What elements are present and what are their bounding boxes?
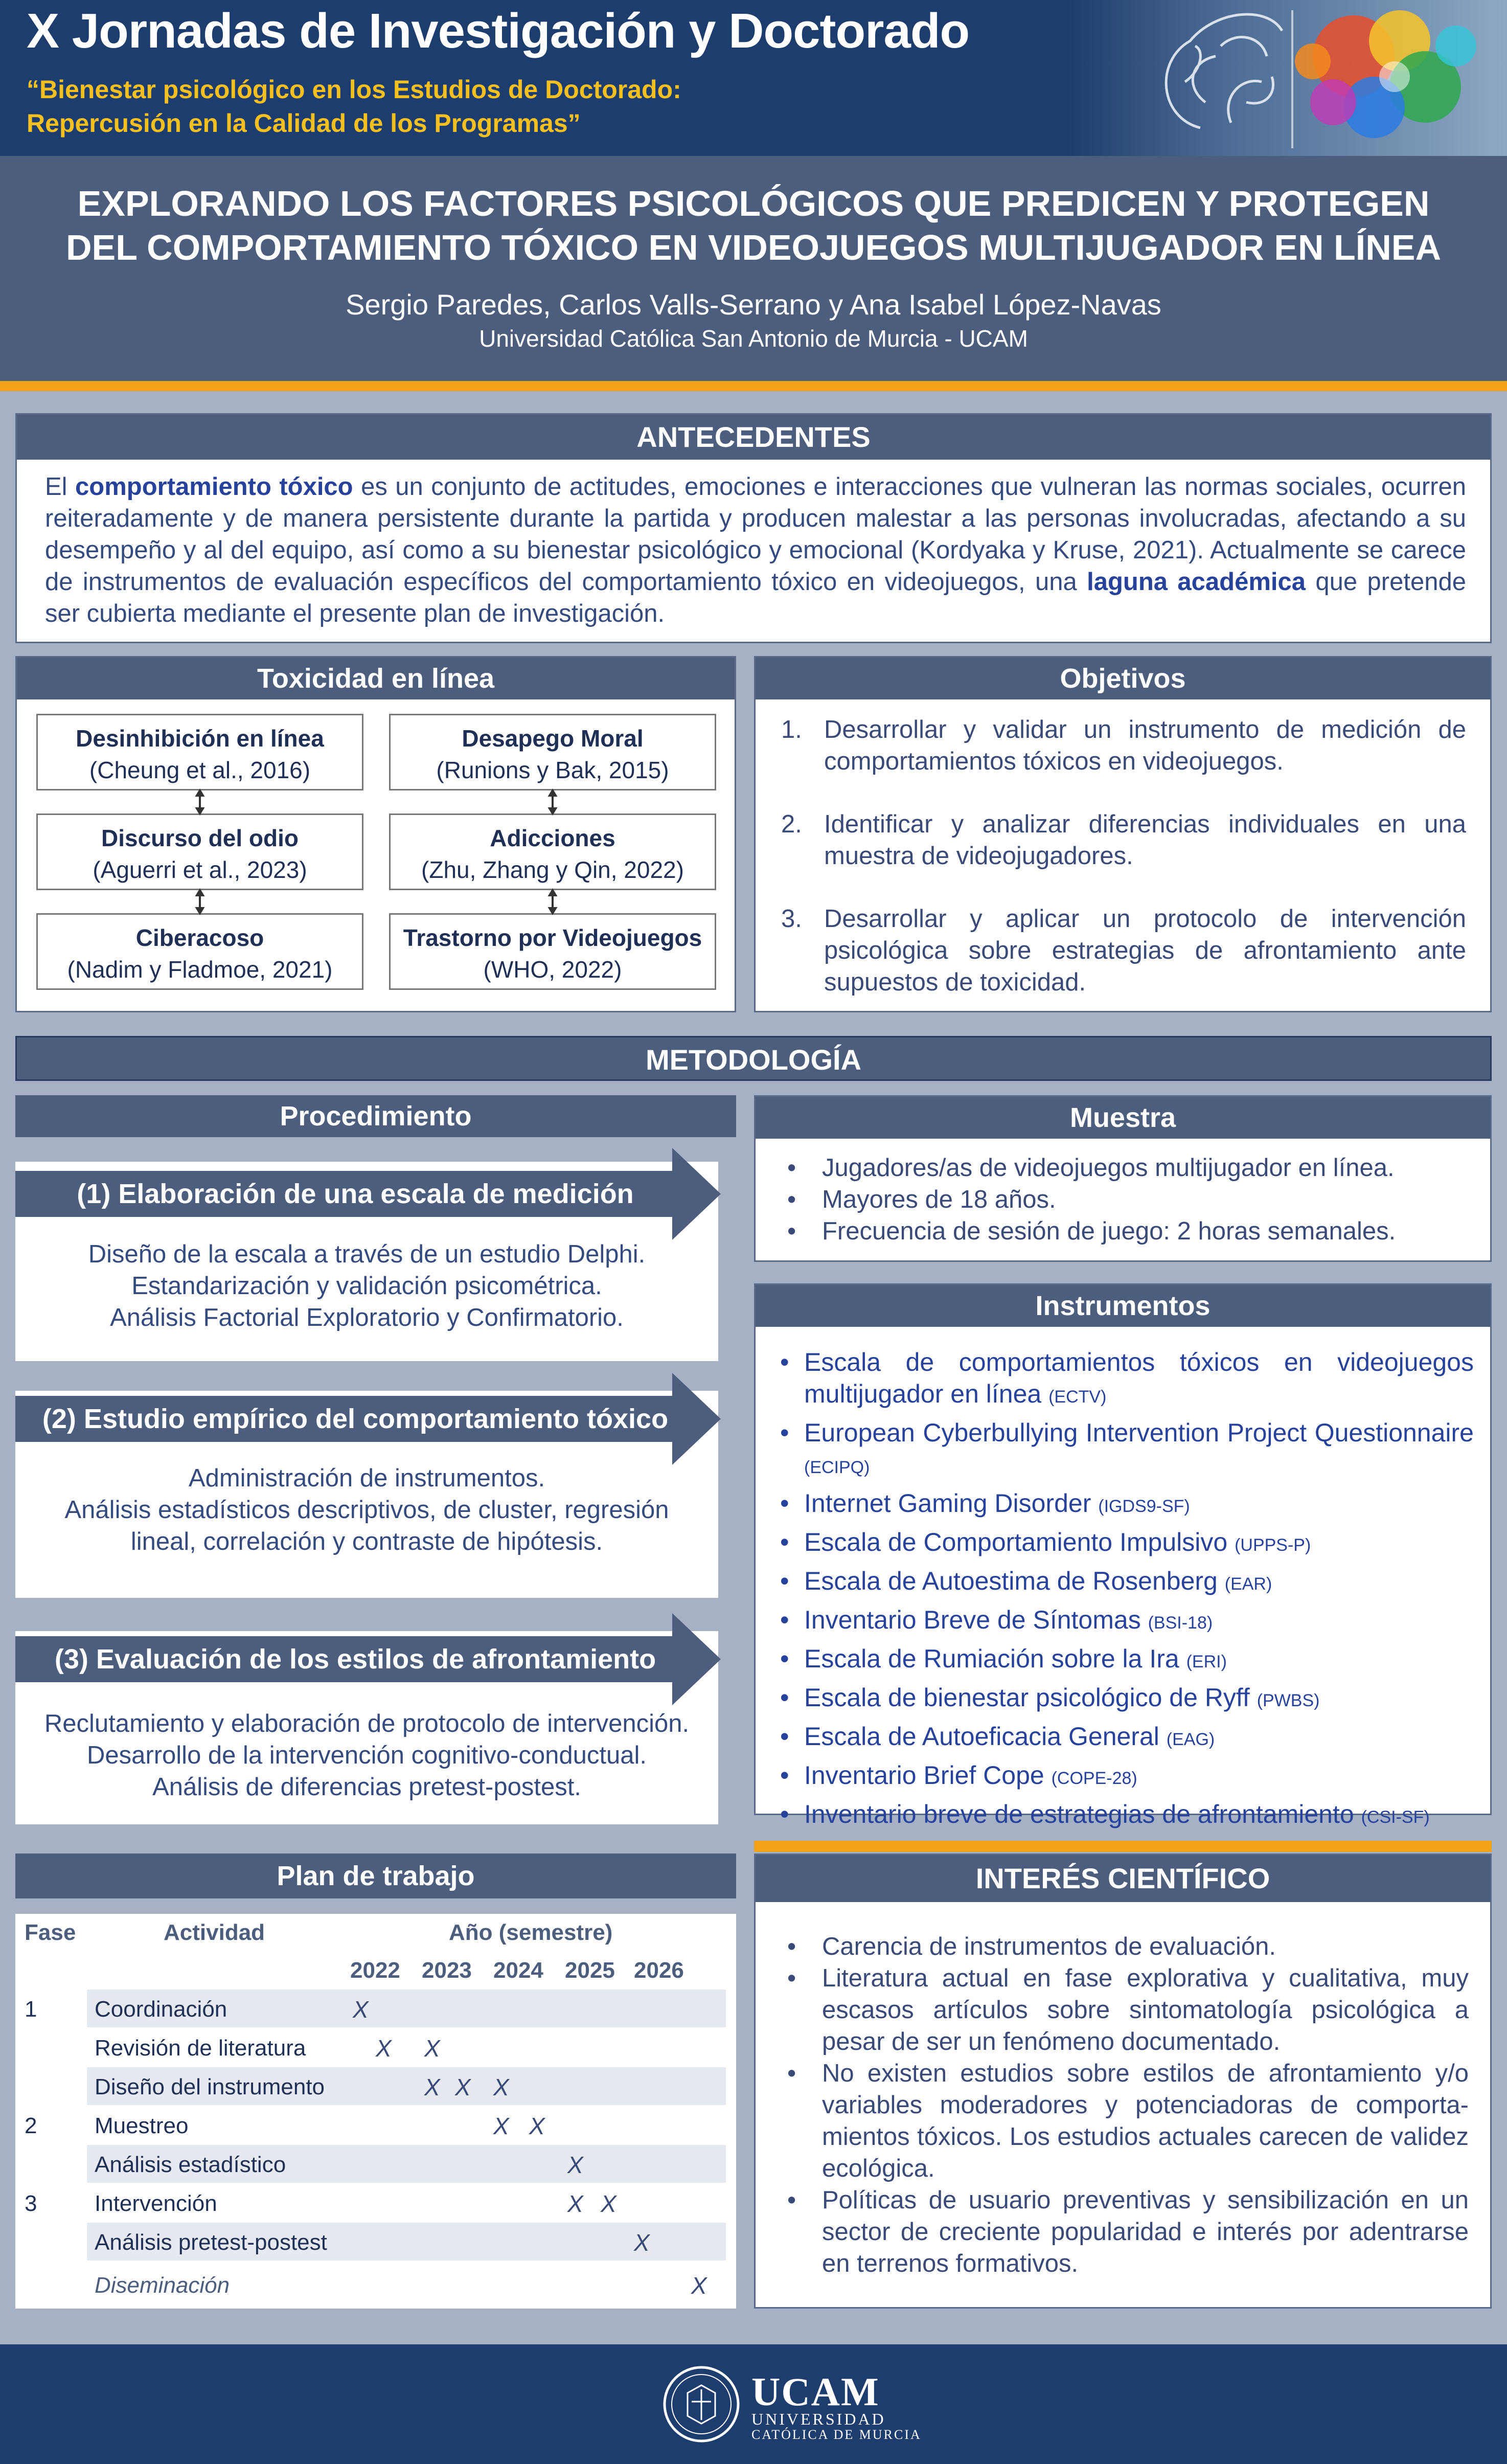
logo-name: UCAM bbox=[751, 2369, 880, 2414]
list-item: • Escala de Comportamiento Impulsivo (UPPS-P) bbox=[780, 1528, 1311, 1556]
toxicidad-card-cite: (WHO, 2022) bbox=[483, 956, 622, 983]
toxicidad-heading: Toxicidad en línea bbox=[17, 658, 735, 699]
accent-stripe bbox=[754, 1841, 1492, 1852]
toxicidad-card-title: Desinhibición en línea bbox=[76, 725, 324, 752]
list-item: • Literatura actual en fase explorativa y cualitativa, muy escasos artículos sobre sintomatología psicológica a pesar de ser un fenómeno documentado. bbox=[787, 1964, 1469, 2055]
step-title: (3) Evaluación de los estilos de afrontamiento bbox=[54, 1644, 656, 1675]
schedule-mark: X bbox=[493, 2113, 509, 2139]
toxicidad-section bbox=[15, 656, 736, 1012]
schedule-mark: X bbox=[455, 2074, 471, 2100]
row-actividad: Diseño del instrumento bbox=[95, 2074, 325, 2099]
year-header: 2026 bbox=[634, 1958, 684, 1983]
step-line: Desarrollo de la intervención cognitivo-conductual. bbox=[87, 1742, 647, 1769]
step-line: Reclutamiento y elaboración de protocolo de intervención. bbox=[44, 1710, 690, 1737]
plan-table bbox=[15, 1914, 736, 2309]
row-actividad: Análisis estadístico bbox=[95, 2152, 286, 2177]
connector-arrows bbox=[17, 658, 735, 1014]
antecedentes-text-start: El bbox=[45, 473, 76, 501]
antecedentes-text-end: que pretende ser cubierta mediante el presente plan de investigación. bbox=[45, 568, 1466, 627]
step-line: Estandarización y validación psicométrica. bbox=[131, 1272, 602, 1300]
toxicidad-card-title: Adicciones bbox=[490, 825, 615, 851]
antecedentes-section bbox=[15, 413, 1492, 643]
plan-heading: Plan de trabajo bbox=[15, 1853, 736, 1898]
row-actividad: Intervención bbox=[95, 2191, 217, 2216]
row-actividad: Diseminación bbox=[95, 2273, 230, 2298]
col-header-fase: Fase bbox=[25, 1920, 76, 1945]
brain-illustration bbox=[1067, 0, 1507, 156]
antecedentes-text-body: es un conjunto de actitudes, emociones e interacciones que vulneran las normas sociales, ocurren reiteradamente y de manera persistente durante la partida y producen malestar a las personas involucradas, afectando a su desempeño y al del equipo, así como a su bienestar psicológico y emocional (Kordyaka y Kruse, 2021). Actualmente se carece de instrumentos de evaluación específicos del comportamiento tóxico en videojuegos, una bbox=[45, 473, 1466, 596]
procedimiento-heading: Procedimiento bbox=[15, 1095, 736, 1137]
list-item: • Inventario Breve de Síntomas (BSI-18) bbox=[780, 1606, 1213, 1634]
metodologia-heading: METODOLOGÍA bbox=[15, 1036, 1492, 1081]
step-description bbox=[15, 1462, 718, 1557]
instrumentos-heading: Instrumentos bbox=[756, 1285, 1490, 1327]
list-item: • Escala de Autoestima de Rosenberg (EAR) bbox=[780, 1567, 1272, 1595]
poster-title-line1: EXPLORANDO LOS FACTORES PSICOLÓGICOS QUE PREDICEN Y PROTEGEN bbox=[77, 184, 1430, 223]
objetivo-number: 3. bbox=[781, 905, 802, 933]
col-header-actividad: Actividad bbox=[164, 1920, 265, 1945]
muestra-heading: Muestra bbox=[756, 1097, 1490, 1139]
list-item: • No existen estudios sobre estilos de afrontamiento y/o variables moderadores y potenciadoras de comporta- mientos tóxicos. Los estudios actuales carecen de validez ecológica. bbox=[787, 2060, 1469, 2182]
antecedentes-highlight-gap: laguna académica bbox=[1087, 568, 1306, 596]
toxicidad-card-title: Discurso del odio bbox=[101, 825, 299, 851]
objetivo-item bbox=[781, 808, 1466, 872]
list-item: • Escala de Rumiación sobre la Ira (ERI) bbox=[780, 1644, 1227, 1673]
step-description bbox=[15, 1708, 718, 1803]
schedule-mark: X bbox=[567, 2152, 583, 2178]
row-fase: 3 bbox=[25, 2191, 37, 2216]
event-header bbox=[0, 0, 1507, 156]
step-line: Diseño de la escala a través de un estudio Delphi. bbox=[88, 1240, 646, 1268]
title-band bbox=[0, 156, 1507, 381]
list-item: • Escala de comportamientos tóxicos en videojuegos multijugador en línea (ECTV) bbox=[780, 1348, 1474, 1408]
antecedentes-paragraph bbox=[45, 471, 1466, 629]
objetivo-number: 1. bbox=[781, 716, 802, 743]
muestra-list bbox=[781, 1152, 1471, 1247]
step-line: lineal, correlación y contraste de hipótesis. bbox=[130, 1528, 603, 1555]
step-line: Análisis Factorial Exploratorio y Confirmatorio. bbox=[110, 1304, 624, 1331]
objetivos-section bbox=[754, 656, 1492, 1012]
toxicidad-card-cite: (Cheung et al., 2016) bbox=[89, 757, 311, 783]
list-item: • Inventario Brief Cope (COPE-28) bbox=[780, 1761, 1137, 1790]
objetivo-item bbox=[781, 903, 1466, 998]
row-fase: 1 bbox=[25, 1997, 37, 2022]
schedule-mark: X bbox=[567, 2190, 583, 2217]
step-title: (1) Elaboración de una escala de medición bbox=[77, 1179, 634, 1209]
plan-section bbox=[15, 1853, 736, 2309]
logo-subtitle: UNIVERSIDAD bbox=[751, 2410, 886, 2428]
university-seal-icon bbox=[662, 2365, 741, 2444]
toxicidad-card-cite: (Nadim y Fladmoe, 2021) bbox=[67, 956, 333, 983]
instrumentos-list bbox=[776, 1346, 1474, 1837]
year-header: 2022 bbox=[350, 1958, 400, 1983]
list-item: • Escala de Autoeficacia General (EAG) bbox=[780, 1722, 1215, 1751]
list-item: • European Cyberbullying Intervention Project Questionnaire (ECIPQ) bbox=[780, 1418, 1474, 1477]
schedule-mark: X bbox=[601, 2190, 616, 2217]
event-subtitle-line2: Repercusión en la Calidad de los Programas” bbox=[27, 109, 581, 138]
objetivo-text: Desarrollar y aplicar un protocolo de intervención psicológica sobre estrategias de afrontamiento ante supuestos de toxicidad. bbox=[824, 905, 1466, 996]
objetivos-heading: Objetivos bbox=[756, 658, 1490, 699]
list-item: • Internet Gaming Disorder (IGDS9-SF) bbox=[780, 1489, 1190, 1518]
year-header: 2024 bbox=[493, 1958, 543, 1983]
poster-title bbox=[0, 182, 1507, 269]
step-line: Administración de instrumentos. bbox=[188, 1464, 545, 1492]
muestra-section bbox=[754, 1095, 1492, 1262]
row-actividad: Análisis pretest-postest bbox=[95, 2230, 327, 2255]
toxicidad-card-title: Ciberacoso bbox=[135, 924, 264, 951]
toxicidad-card-title: Trastorno por Videojuegos bbox=[403, 924, 702, 951]
toxicidad-card-title: Desapego Moral bbox=[462, 725, 644, 752]
schedule-mark: X bbox=[424, 2074, 440, 2100]
instrumentos-section bbox=[754, 1283, 1492, 1828]
event-title: X Jornadas de Investigación y Doctorado bbox=[27, 4, 970, 58]
step-title: (2) Estudio empírico del comportamiento tóxico bbox=[42, 1404, 669, 1434]
list-item: • Carencia de instrumentos de evaluación. bbox=[787, 1933, 1276, 1960]
schedule-mark: X bbox=[634, 2229, 650, 2256]
interes-list bbox=[781, 1931, 1469, 2279]
row-actividad: Revisión de literatura bbox=[95, 2036, 306, 2061]
step-description bbox=[15, 1238, 718, 1333]
schedule-mark: X bbox=[493, 2074, 509, 2100]
objetivo-number: 2. bbox=[781, 810, 802, 838]
poster-title-line2: DEL COMPORTAMIENTO TÓXICO EN VIDEOJUEGOS MULTIJUGADOR EN LÍNEA bbox=[65, 228, 1441, 267]
interes-section bbox=[754, 1853, 1492, 2309]
step-line: Análisis estadísticos descriptivos, de cluster, regresión bbox=[64, 1496, 669, 1524]
row-actividad: Muestreo bbox=[95, 2113, 189, 2138]
accent-stripe bbox=[0, 381, 1507, 391]
interes-heading: INTERÉS CIENTÍFICO bbox=[756, 1855, 1490, 1902]
col-header-anio: Año (semestre) bbox=[449, 1920, 613, 1945]
schedule-mark: X bbox=[529, 2113, 545, 2139]
schedule-mark: X bbox=[353, 1996, 369, 2023]
list-item: • Jugadores/as de videojuegos multijugador en línea. bbox=[787, 1154, 1395, 1182]
row-actividad: Coordinación bbox=[95, 1997, 227, 2022]
schedule-mark: X bbox=[691, 2272, 707, 2299]
toxicidad-card-cite: (Runions y Bak, 2015) bbox=[436, 757, 669, 783]
toxicidad-card-cite: (Aguerri et al., 2023) bbox=[93, 856, 307, 883]
logo-subtitle: CATÓLICA DE MURCIA bbox=[751, 2427, 922, 2442]
objetivo-text: Desarrollar y validar un instrumento de medición de comportamientos tóxicos en videojuegos. bbox=[824, 716, 1466, 775]
event-subtitle bbox=[27, 73, 742, 140]
toxicidad-card-cite: (Zhu, Zhang y Qin, 2022) bbox=[421, 856, 684, 883]
affiliation: Universidad Católica San Antonio de Murcia - UCAM bbox=[479, 325, 1028, 352]
schedule-mark: X bbox=[424, 2035, 440, 2062]
list-item: • Escala de bienestar psicológico de Ryff (PWBS) bbox=[780, 1683, 1320, 1712]
row-fase: 2 bbox=[25, 2113, 37, 2138]
antecedentes-heading: ANTECEDENTES bbox=[17, 415, 1490, 460]
list-item: • Mayores de 18 años. bbox=[787, 1186, 1056, 1213]
authors: Sergio Paredes, Carlos Valls-Serrano y Ana Isabel López-Navas bbox=[346, 288, 1161, 321]
objetivo-text: Identificar y analizar diferencias individuales en una muestra de videojugadores. bbox=[824, 810, 1466, 870]
year-header: 2023 bbox=[422, 1958, 472, 1983]
list-item: • Inventario breve de estrategias de afrontamiento (CSI-SF) bbox=[780, 1800, 1430, 1828]
objetivo-item bbox=[781, 714, 1466, 777]
antecedentes-highlight-toxic: comportamiento tóxico bbox=[75, 473, 353, 501]
step-line: Análisis de diferencias pretest-postest. bbox=[152, 1773, 581, 1801]
event-subtitle-line1: “Bienestar psicológico en los Estudios de Doctorado: bbox=[27, 75, 681, 104]
list-item: • Frecuencia de sesión de juego: 2 horas semanales. bbox=[787, 1217, 1396, 1245]
footer bbox=[0, 2344, 1507, 2464]
year-header: 2025 bbox=[565, 1958, 615, 1983]
schedule-mark: X bbox=[376, 2035, 392, 2062]
list-item: • Políticas de usuario preventivas y sensibilización en un sector de creciente popularidad e interés por adentrarse en terrenos formativos. bbox=[787, 2186, 1469, 2277]
